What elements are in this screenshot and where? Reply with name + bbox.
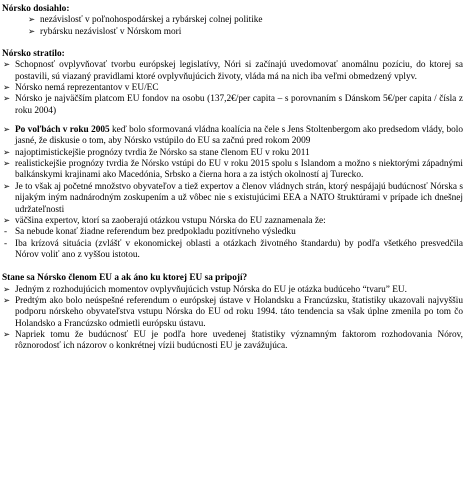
section-after-elections [2,125,463,261]
list-item-text: Napriek tomu že budúcnosť EU je podľa hore uvedenej štatistiky významným faktorom rozhodovania Nórov, rôznorodosť ich názorov o konkrétnej vízii budúcnosti EU je zavážujúca. [15,329,463,352]
list-item [2,125,463,148]
section-norsko-stratilo [2,49,463,117]
list-item [2,94,463,117]
section-heading: Stane sa Nórsko členom EU a ak áno ku ktorej EU sa pripojí? [2,273,248,284]
arrow-bullet-icon: ➢ [3,83,11,94]
list-item-text: keď bolo sformovaná vládna koalícia na čele s Jens Stoltenbergom ako predsedom vlády, bolo jasné, že diskusie o tom, aby Nórsko vstúpilo do EU sa začnú pred rokom 2009 [15,125,463,147]
list-item-text: Nórsko nemá reprezentantov v EU/EC [15,83,159,94]
section-heading: Nórsko stratilo: [2,49,65,60]
list-item-text: realistickejšie prognózy tvrdia že Nórsko vstúpi do EU v roku 2015 spolu s Islandom a možno s niektorými západnými balkánskymi krajinami ako Macedónia, Srbsko a čierna hora a za istých okolností aj Turecko. [15,159,463,181]
list-item-text: Nórsko je najväčším platcom EU fondov na osobu (137,2€/per capita – s porovnaním s Dánskom 5€/per capita / čísla z roku 2004) [15,94,463,116]
section-heading: Nórsko dosiahlo: [2,4,70,14]
list-item-text: Jedným z rozhodujúcich momentov ovplyvňujúcich vstup Nórska do EU je otázka budúceho “tvaru” EU. [15,284,407,295]
arrow-bullet-icon: ➢ [3,329,11,340]
dash-bullet-icon: - [4,238,8,249]
section-membership-question [2,273,463,352]
list-item [2,296,463,330]
list-item-text: Schopnosť ovplyvňovať tvorbu európskej legislatívy, Nóri si začínajú uvedomovať anomálnu pozíciu, do ktorej sa postavili, sú viazaný pravidlami ktoré ovplyvňujúcich životy, vláda má na nich iba veľmi obmedzený vplyv. [15,60,463,82]
list-item-text: väčšina expertov, ktorí sa zaoberajú otázkou vstupu Nórska do EU zaznamenala že: [15,215,326,226]
list-item-text: Sa nebude konať žiadne referendum bez predpokladu pozitívneho výsledku [15,227,296,238]
list-item-text: rybársku nezávislosť v Nórskom mori [40,26,182,37]
list-item-text: Je to však aj početné množstvo obyvateľov a tiež expertov a členov vládnych strán, ktorý nespájajú budúcnosť Nórska s nijakým iným nadnárodným zoskupením a už vôbec nie s existujúcimi EEA a NATO štruktúrami v prípade ich dnešnej udržateľnosti [15,181,463,215]
list-item-text: Predtým ako bolo neúspešné referendum o európskej ústave v Holandsku a Francúzsku, štatistiky ukazovali najvyššiu podporu nórskeho obyvateľstva vstupu Nórska do EU od roku 1994. táto tendencia sa však úplne zmenila po tom čo Holandsko a Francúzsko odmietli európsku ústavu. [15,295,463,329]
list-item [2,15,463,26]
dash-list-item [2,239,463,262]
list-item [2,148,463,159]
list-item [2,27,463,38]
arrow-bullet-icon: ➢ [3,181,11,192]
list-item [2,83,463,94]
arrow-bullet-icon: ➢ [3,284,11,295]
arrow-bullet-icon: ➢ [3,125,11,136]
list-item-bold-text: Po voľbách v roku 2005 [15,125,110,136]
list-item-text: Iba krízová situácia (zvlášť v ekonomickej oblasti a otázkach životného štandardu) by podľa všetkého presvedčila Nórov voliť ano z vyššou istotou. [15,238,463,260]
list-item [2,182,463,216]
list-item-text: nezávislosť v poľnohospodárskej a rybárskej colnej politike [40,15,263,26]
arrow-bullet-icon: ➢ [3,295,11,306]
list-item [2,216,463,227]
arrow-bullet-icon: ➢ [3,94,11,105]
arrow-bullet-icon: ➢ [3,215,11,226]
list-item [2,285,463,296]
arrow-bullet-icon: ➢ [28,26,36,37]
dash-list-item [2,227,463,238]
dash-bullet-icon: - [4,227,8,238]
list-item-text: najoptimistickejšie prognózy tvrdia že Nórsko sa stane členom EU v roku 2011 [15,147,310,158]
arrow-bullet-icon: ➢ [3,60,11,71]
arrow-bullet-icon: ➢ [28,15,36,26]
list-item [2,60,463,83]
arrow-bullet-icon: ➢ [3,147,11,158]
section-norsko-dosiahlo [2,4,463,38]
list-item [2,159,463,182]
arrow-bullet-icon: ➢ [3,159,11,170]
list-item [2,330,463,353]
